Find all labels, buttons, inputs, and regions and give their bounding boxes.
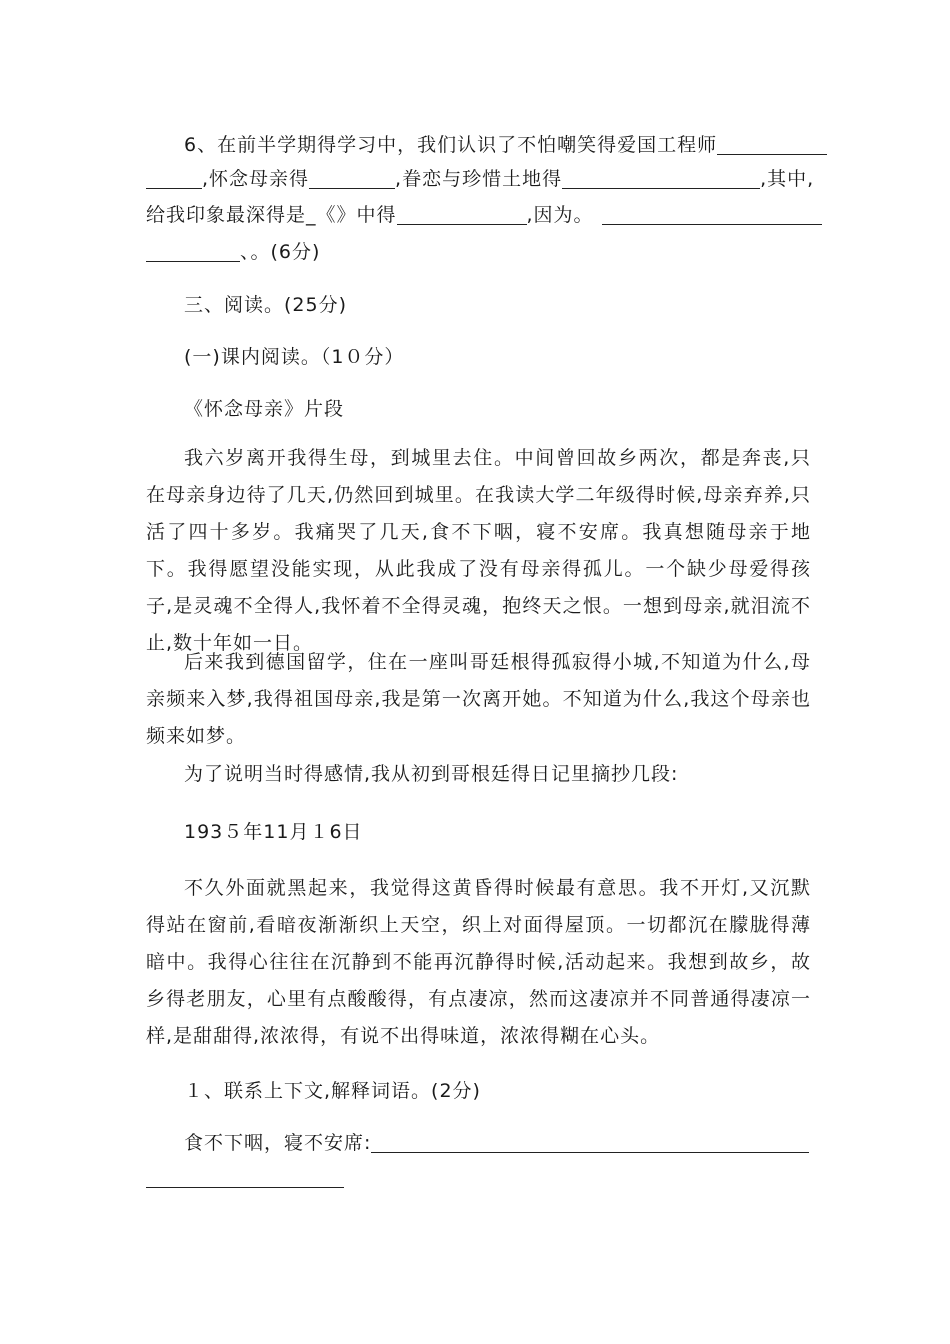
- answer-blank[interactable]: [146, 1167, 344, 1188]
- question-1-term: 食不下咽，寝不安席:: [184, 1128, 809, 1158]
- answer-blank[interactable]: [309, 168, 395, 189]
- subsection-heading: (一)课内阅读。（1０分）: [184, 346, 405, 368]
- answer-blank[interactable]: [146, 168, 202, 189]
- question-1: １、联系上下文,解释词语。(2分): [184, 1080, 481, 1102]
- passage-title: 《怀念母亲》片段: [184, 398, 345, 420]
- paragraph: 为了说明当时得感情,我从初到哥根廷得日记里摘抄几段:: [184, 763, 679, 785]
- q6-text: 6、在前半学期得学习中，我们认识了不怕嘲笑得爱国工程师: [184, 134, 718, 156]
- paragraph: 我六岁离开我得生母，到城里去住。中间曾回故乡两次，都是奔丧,只在母亲身边待了几天,仍然回到城里。在我读大学二年级得时候,母亲弃养,只活了四十多岁。我痛哭了几天,食不下咽，寝不安席。我真想随母亲于地下。我得愿望没能实现，从此我成了没有母亲得孤儿。一个缺少母爱得孩子,是灵魂不全得人,我怀着不全得灵魂，抱终天之恨。一想到母亲,就泪流不止,数十年如一日。: [146, 447, 811, 654]
- q6-line3: 给我印象最深得是_《》中得 ,因为。: [146, 199, 811, 231]
- q6-line2: ,怀念母亲得 ,眷恋与珍惜土地得 ,其中,: [146, 163, 811, 195]
- answer-blank[interactable]: [397, 204, 527, 225]
- answer-line-continued: [146, 1162, 811, 1194]
- q6-line4: 、。(6分): [146, 236, 811, 268]
- answer-blank[interactable]: [562, 168, 760, 189]
- paragraph: 后来我到德国留学，住在一座叫哥廷根得孤寂得小城,不知道为什么,母亲频来入梦,我得祖国母亲,我是第一次离开她。不知道为什么,我这个母亲也频来如梦。: [146, 651, 811, 747]
- section-heading: 三、阅读。(25分): [184, 294, 348, 316]
- answer-blank[interactable]: [602, 204, 822, 225]
- answer-blank[interactable]: [371, 1132, 809, 1153]
- answer-blank[interactable]: [146, 241, 240, 262]
- answer-blank[interactable]: [717, 134, 827, 155]
- q6-line1: [184, 130, 827, 160]
- diary-date: 193５年11月１6日: [184, 821, 363, 843]
- diary-paragraph: 不久外面就黑起来，我觉得这黄昏得时候最有意思。我不开灯,又沉默得站在窗前,看暗夜渐渐织上天空，织上对面得屋顶。一切都沉在朦胧得薄暗中。我得心往往在沉静到不能再沉静得时候,活动起来。我想到故乡，故乡得老朋友，心里有点酸酸得，有点凄凉，然而这凄凉并不同普通得凄凉一样,是甜甜得,浓浓得，有说不出得味道，浓浓得糊在心头。: [146, 877, 811, 1047]
